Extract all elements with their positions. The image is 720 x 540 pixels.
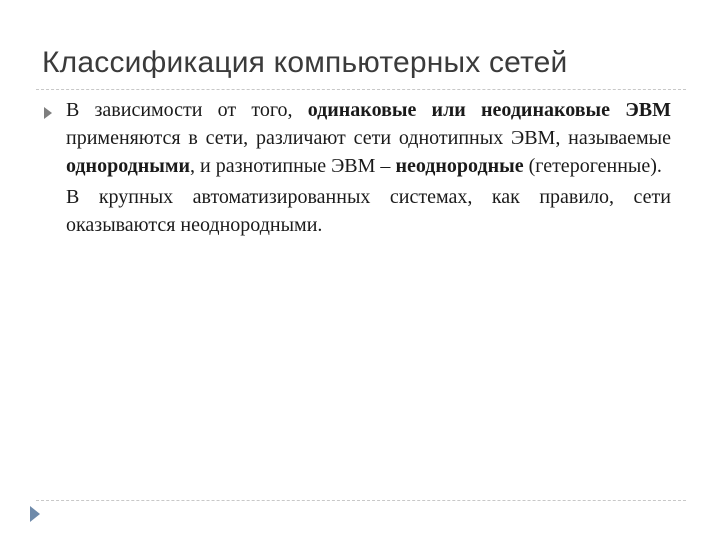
slide-title: Классификация компьютерных сетей: [42, 46, 568, 79]
emphasis-same-different-computers: одинаковые или неодинаковые ЭВМ: [307, 99, 672, 121]
next-slide-arrow-icon[interactable]: [30, 506, 40, 522]
slide-body: [66, 96, 671, 239]
text-segment: В зависимости от того,: [66, 99, 308, 121]
emphasis-homogeneous: однородными: [66, 155, 191, 177]
text-segment: , и разнотипные ЭВМ –: [190, 155, 396, 177]
text-segment: (гетерогенные).: [523, 155, 662, 177]
paragraph-large-systems: В крупных автоматизированных системах, как правило, сети оказываются неоднородными.: [66, 186, 671, 236]
emphasis-heterogeneous: неоднородные: [395, 155, 524, 177]
text-segment: применяются в сети, различают сети однотипных ЭВМ, называемые: [66, 127, 671, 149]
title-divider: [36, 89, 686, 90]
paragraph-network-types: [66, 96, 671, 180]
triangle-bullet-icon: [44, 107, 52, 119]
footer-divider: [36, 500, 686, 501]
